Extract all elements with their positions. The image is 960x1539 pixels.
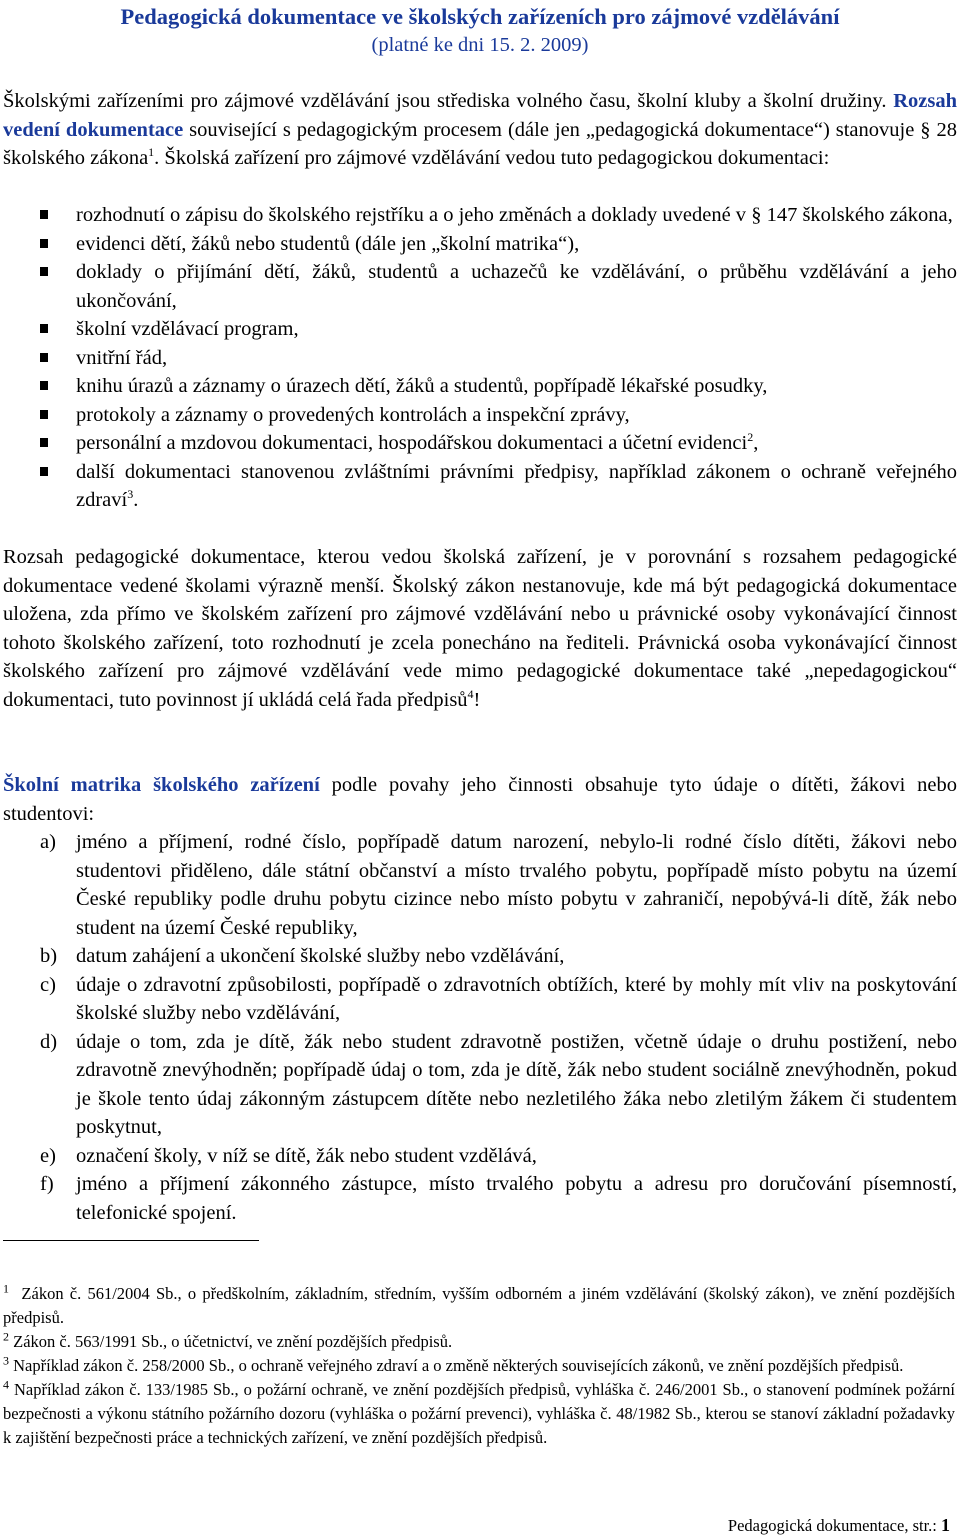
footnote-ref-4: 4 <box>467 686 474 701</box>
list-item: další dokumentaci stanovenou zvláštními právními předpisy, například zákonem o ochraně veřejného zdraví$^3$. <box>0 458 957 515</box>
list-item: knihu úrazů a záznamy o úrazech dětí, žáků a studentů, popřípadě lékařské posudky, <box>0 372 957 401</box>
square-bullet-icon <box>40 438 48 447</box>
page-number: 1 <box>941 1515 950 1535</box>
section-sign: § <box>920 118 931 141</box>
list-marker: c) <box>40 973 56 996</box>
list-marker: f) <box>40 1173 54 1195</box>
square-bullet-icon <box>40 467 48 476</box>
list-item: rozhodnutí o zápisu do školského rejstříku a o jeho změnách a doklady uvedené v § 147 školského zákona, <box>0 201 957 230</box>
list-item: f) jméno a příjmení zákonného zástupce, místo trvalého pobytu a adresu pro doručování písemností, telefonické spojení. <box>0 1170 957 1227</box>
square-bullet-icon <box>40 210 48 219</box>
intro-bold-phrase: Rozsah vedení dokumentace <box>3 90 957 141</box>
square-bullet-icon <box>40 410 48 419</box>
square-bullet-icon <box>40 239 48 248</box>
list-item: doklady o přijímání dětí, žáků, studentů a uchazečů ke vzdělávání, o průběhu vzdělávání a jeho ukončování, <box>0 258 957 315</box>
square-bullet-icon <box>40 381 48 390</box>
list-marker: a) <box>40 831 56 853</box>
section-sign: § <box>751 204 762 226</box>
registry-paragraph: Školní matrika školského zařízení podle povahy jeho činnosti obsahuje tyto údaje o dítěti, žákovi nebo studentovi: <box>3 774 957 825</box>
intro-sentence-1: Školskými zařízeními pro zájmové vzdělávání jsou střediska volného času, školní kluby a školní družiny. <box>3 90 894 112</box>
intro-sentence-2: související s pedagogickým procesem (dále jen „pedagogická dokumentace“) stanovuje <box>183 118 921 141</box>
list-marker: b) <box>40 945 58 967</box>
footnote: $^3$ Například zákon č. 258/2000 Sb., o ochraně veřejného zdraví a o změně některých souvisejících zákonů, ve znění pozdějších předpisů. <box>3 1353 904 1375</box>
square-bullet-icon <box>40 267 48 276</box>
registry-heading: Školní matrika školského zařízení <box>3 774 320 796</box>
documentation-list <box>0 201 957 515</box>
page-subtitle: (platné ke dni 15. 2. 2009) <box>371 34 589 56</box>
page-footer <box>728 1515 950 1536</box>
footnote-separator <box>3 1240 259 1241</box>
list-item: školní vzdělávací program, <box>0 315 957 344</box>
footnote-ref-3: 3 <box>127 487 134 502</box>
footnote: $^2$ Zákon č. 563/1991 Sb., o účetnictví, ve znění pozdějších předpisů. <box>3 1329 453 1351</box>
list-item: b) datum zahájení a ukončení školské služby nebo vzdělávání, <box>0 942 957 971</box>
intro-law-ref: 28 školského zákona <box>3 118 957 169</box>
square-bullet-icon <box>40 353 48 362</box>
list-item: evidenci dětí, žáků nebo studentů (dále jen „školní matrika“), <box>0 230 957 259</box>
list-item: personální a mzdovou dokumentaci, hospodářskou dokumentaci a účetní evidenci$^2$, <box>0 429 957 458</box>
footer-label: Pedagogická dokumentace, str.: <box>727 1516 941 1535</box>
scope-paragraph: Rozsah pedagogické dokumentace, kterou vedou školská zařízení, je v porovnání s rozsahem pedagogické dokumentace vedené školami výrazně menší. Školský zákon nestanovuje, kde má být pedagogická dokumentace uložena, zda přímo ve školském zařízení pro zájmové vzdělávání nebo u právnické osoby vykonávající činnost tohoto školského zařízení, toto rozhodnutí je zcela ponecháno na řediteli. Právnická osoba vykonávající činnost školského zařízení pro zájmové vzdělávání vede mimo pedagogické dokumentace také „nepedagogickou“ dokumentaci, tuto povinnost jí ukládá celá řada předpisů$^4$! <box>3 546 957 711</box>
list-marker: d) <box>40 1030 58 1053</box>
list-item: vnitřní řád, <box>0 344 957 373</box>
footnote: $^1$ Zákon č. 561/2004 Sb., o předškolním, základním, středním, vyšším odborném a jiném vzdělávání (školský zákon), ve znění pozdějších předpisů. <box>3 1281 955 1327</box>
registry-items-list <box>0 828 957 1227</box>
list-item: protokoly a záznamy o provedených kontrolách a inspekční zprávy, <box>0 401 957 430</box>
intro-paragraph <box>3 87 957 173</box>
square-bullet-icon <box>40 324 48 333</box>
list-item: c) údaje o zdravotní způsobilosti, popřípadě o zdravotních obtížích, které by mohly mít vliv na poskytování školské služby nebo vzdělávání, <box>0 971 957 1028</box>
page-title: Pedagogická dokumentace ve školských zařízeních pro zájmové vzdělávání <box>120 4 840 29</box>
intro-sentence-3: . Školská zařízení pro zájmové vzdělávání vedou tuto pedagogickou dokumentaci: <box>154 147 830 169</box>
footnote: $^4$ Například zákon č. 133/1985 Sb., o požární ochraně, ve znění pozdějších předpisů, vyhláška č. 246/2001 Sb., o stanovení podmínek požární bezpečnosti a výkonu státního požárního dozoru (vyhláška o požární prevenci), vyhláška č. 48/1982 Sb., kterou se stanoví základní požadavky k zajištění bezpečnosti práce a technických zařízení, ve znění pozdějších předpisů. <box>3 1377 956 1447</box>
footnotes <box>3 1282 955 1450</box>
list-marker: e) <box>40 1144 56 1167</box>
list-item: a) jméno a příjmení, rodné číslo, popřípadě datum narození, nebylo-li rodné číslo dítěti, žákovi nebo studentovi přiděleno, dále státní občanství a místo trvalého pobytu, popřípadě místo pobytu na území České republiky podle druhu pobytu cizince nebo místo pobytu v zahraničí, nepobývá-li dítě, žák nebo student na území České republiky, <box>0 828 957 942</box>
footnote-ref-1: 1 <box>148 145 155 160</box>
footnote-ref-2: 2 <box>747 430 754 445</box>
list-item: e) označení školy, v níž se dítě, žák nebo student vzdělává, <box>0 1142 957 1171</box>
list-item: d) údaje o tom, zda je dítě, žák nebo student zdravotně postižen, včetně údaje o druhu postižení, nebo zdravotně znevýhodněn; popřípadě údaj o tom, zda je dítě, žák nebo student sociálně znevýhodněn, pokud je škole tento údaj zákonným zástupcem dítěte nebo nezletilého žáka nebo zletilým žákem či studentem poskytnut, <box>0 1028 957 1142</box>
